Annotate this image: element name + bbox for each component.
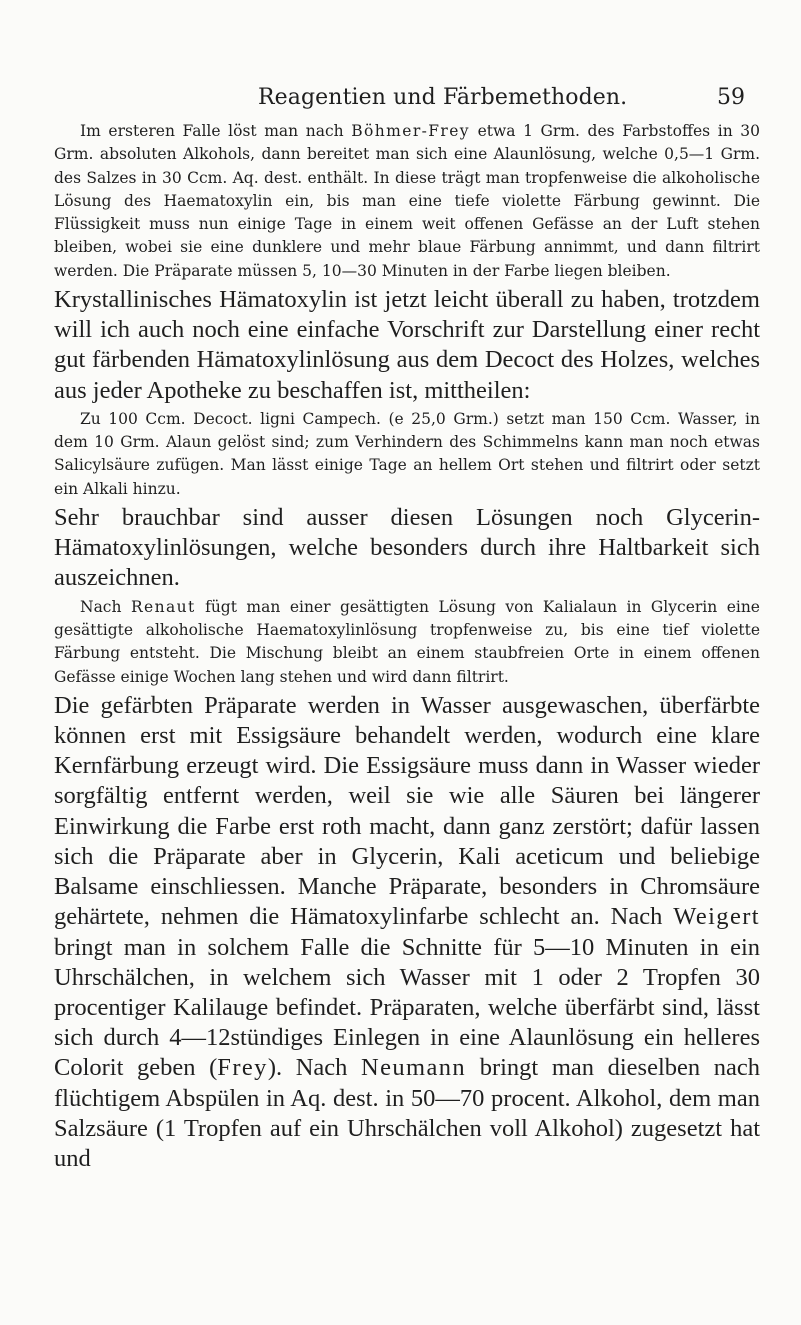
recipe-paragraph-decoct: Zu 100 Ccm. Decoct. ligni Campech. (e 25,0 Grm.) setzt man 150 Ccm. Wasser, in dem 10 Grm. Alaun gelöst sind; zum Verhindern des Schimmelns kann man noch etwas Salicylsäure zufügen. Man lässt einige Tage an hellem Ort stehen und filtrirt oder setzt ein Alkali hinzu. (54, 409, 760, 498)
text-run: etwa 1 Grm. des Farbstoffes in 30 Grm. absoluten Alkohols, dann bereitet man sich eine Alaunlösung, welche 0,5—1 Grm. des Salzes in 30 Ccm. Aq. dest. enthält. In diese trägt man tropfenweise die alkoholische Lösung des Haematoxylin ein, bis man eine tiefe violette Färbung gewinnt. Die Flüssigkeit muss nun einige Tage in einem weit offenen Gefässe an der Luft stehen bleiben, wobei sie eine dunklere und mehr blaue Färbung annimmt, und dann filtrirt werden. Die Präparate müssen 5, 10—30 Minuten in der Farbe liegen bleiben. (54, 122, 760, 280)
text-run: bringt man in solchem Falle die Schnitte für 5—10 Minuten in ein Uhrschälchen, in welchem sich Wasser mit 1 oder 2 Tropfen 30 procentiger Kalilauge befindet. Präparaten, welche überfärbt sind, lässt sich durch 4—12stündiges Einlegen in eine Alaunlösung ein helleres Colorit geben ( (54, 933, 760, 1082)
page-header (0, 86, 801, 116)
author-name-frey: Frey (217, 1054, 268, 1082)
text-run: ). Nach (267, 1054, 362, 1082)
body-paragraph-glycerin: Sehr brauchbar sind ausser diesen Lösungen noch Glycerin-Hämatoxylinlösungen, welche besonders durch ihre Haltbarkeit sich auszeichnen. (54, 504, 760, 592)
page-body (54, 120, 760, 1305)
text-run: Im ersteren Falle löst man nach (80, 122, 352, 140)
author-name-renaut: Renaut (130, 597, 196, 616)
recipe-paragraph-renaut (54, 596, 760, 689)
text-run: fügt man einer gesättigten Lösung von Kalialaun in Glycerin eine gesättigte alkoholische Haematoxylinlösung tropfenweise zu, bis eine tief violette Färbung entsteht. Die Mischung bleibt an einem staubfreien Orte in einem offenen Gefässe einige Wochen lang stehen und wird dann filtrirt. (54, 597, 760, 686)
recipe-paragraph-boehmer-frey (54, 120, 760, 283)
page-number: 59 (717, 85, 745, 110)
body-paragraph-decoct-intro: Krystallinisches Hämatoxylin ist jetzt leicht überall zu haben, trotzdem will ich auch noch eine einfache Vorschrift zur Darstellung einer recht gut färbenden Hämatoxylinlösung aus dem Decoct des Holzes, welches aus jeder Apotheke zu beschaffen ist, mittheilen: (54, 286, 760, 404)
text-run: Nach (80, 597, 131, 616)
body-paragraph-washing (54, 691, 760, 1174)
text-run: bringt man dieselben nach flüchtigem Abspülen in Aq. dest. in 50—70 procent. Alkohol, dem man Salzsäure (1 Tropfen auf ein Uhrschälchen voll Alkohol) zugesetzt hat und (54, 1054, 760, 1172)
text-run: Die gefärbten Präparate werden in Wasser ausgewaschen, überfärbte können erst mit Essigsäure behandelt werden, wodurch eine klare Kernfärbung erzeugt wird. Die Essigsäure muss dann in Wasser wieder sorgfältig entfernt werden, weil sie wie alle Säuren bei längerer Einwirkung die Farbe erst roth macht, dann ganz zerstört; dafür lassen sich die Präparate aber in Glycerin, Kali aceticum und beliebige Balsame einschliessen. Manche Präparate, besonders in Chromsäure gehärtete, nehmen die Hämatoxylinfarbe schlecht an. Nach (54, 691, 760, 931)
author-name-weigert: Weigert (673, 903, 760, 931)
author-name-neumann: Neumann (361, 1054, 467, 1082)
running-title: Reagentien und Färbemethoden. (258, 85, 628, 110)
author-name-boehmer-frey: Böhmer-Frey (351, 122, 470, 140)
